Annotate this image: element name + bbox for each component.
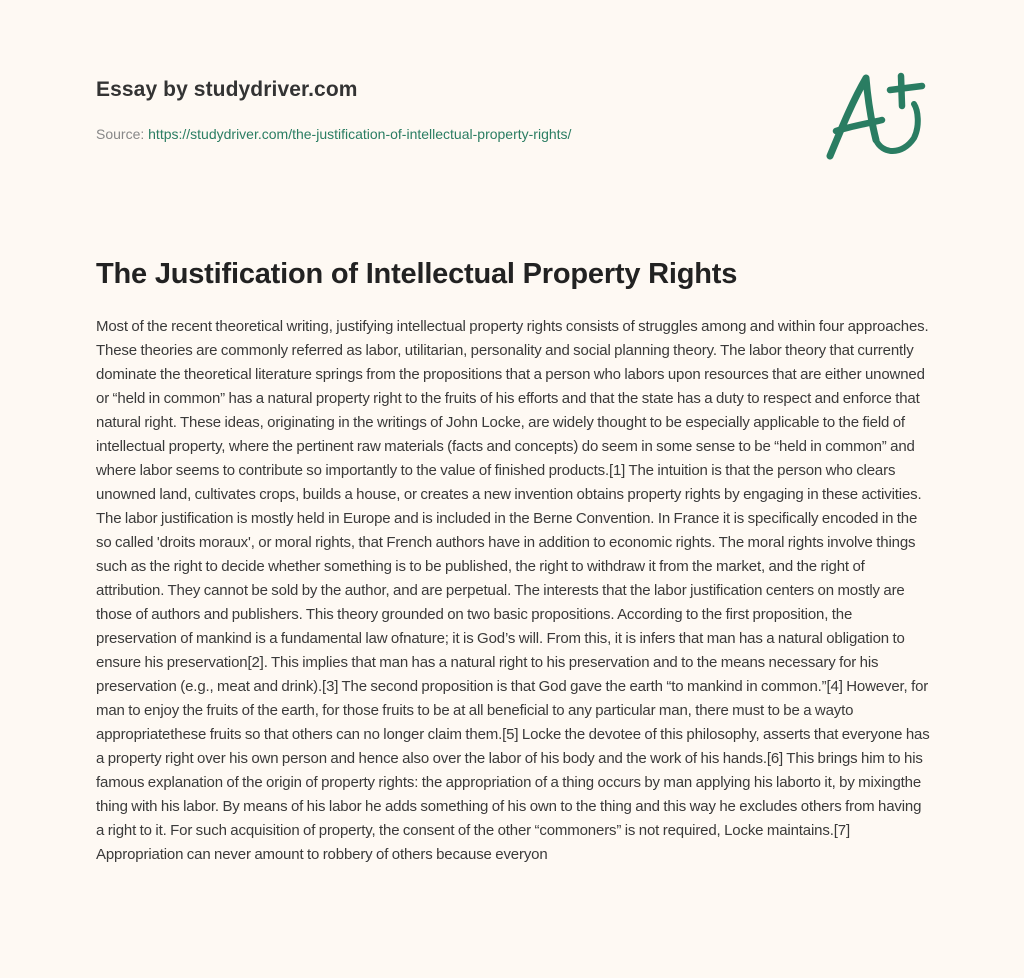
page-title: The Justification of Intellectual Property Rights xyxy=(96,258,738,290)
essay-header xyxy=(96,76,796,144)
a-plus-logo-icon xyxy=(822,66,930,164)
source-label: Source: xyxy=(96,126,145,142)
essay-body: Most of the recent theoretical writing, justifying intellectual property rights consists of struggles among and within four approaches. These theories are commonly referred as labor, utilitarian, personality and social planning theory. The labor theory that currently dominate the theoretical literature springs from the propositions that a person who labors upon resources that are either unowned or “held in common” has a natural property right to the fruits of his efforts and that the state has a duty to respect and enforce that natural right. These ideas, originating in the writings of John Locke, are widely thought to be especially applicable to the field of intellectual property, where the pertinent raw materials (facts and concepts) do seem in some sense to be “held in common” and where labor seems to contribute so importantly to the value of finished products.[1] The intuition is that the person who clears unowned land, cultivates crops, builds a house, or creates a new invention obtains property rights by engaging in these activities. The labor justification is mostly held in Europe and is included in the Berne Convention. In France it is specifically encoded in the so called 'droits moraux', or moral rights, that French authors have in addition to economic rights. The moral rights involve things such as the right to decide whether something is to be published, the right to withdraw it from the market, and the right of attribution. They cannot be sold by the author, and are perpetual. The interests that the labor justification centers on mostly are those of authors and publishers. This theory grounded on two basic propositions. According to the first proposition, the preservation of mankind is a fundamental law ofnature; it is God’s will. From this, it is infers that man has a natural obligation to ensure his preservation[2]. This implies that man has a natural right to his preservation and to the means necessary for his preservation (e.g., meat and drink).[3] The second proposition is that God gave the earth “to mankind in common.”[4] However, for man to enjoy the fruits of the earth, for those fruits to be at all beneficial to any particular man, there must to be a wayto appropriatethese fruits so that others can no longer claim them.[5] Locke the devotee of this philosophy, asserts that everyone has a property right over his own person and hence also over the labor of his body and the work of his hands.[6] This brings him to his famous explanation of the origin of property rights: the appropriation of a thing occurs by man applying his laborto it, by mixingthe thing with his labor. By means of his labor he adds something of his own to the thing and this way he excludes others from having a right to it. For such acquisition of property, the consent of the other “commoners” is not required, Locke maintains.[7] Appropriation can never amount to robbery of others because everyon xyxy=(96,318,930,863)
site-title: Essay by studydriver.com xyxy=(96,78,358,101)
source-line xyxy=(96,124,796,144)
source-link[interactable]: https://studydriver.com/the-justification-of-intellectual-property-rights/ xyxy=(148,126,572,142)
